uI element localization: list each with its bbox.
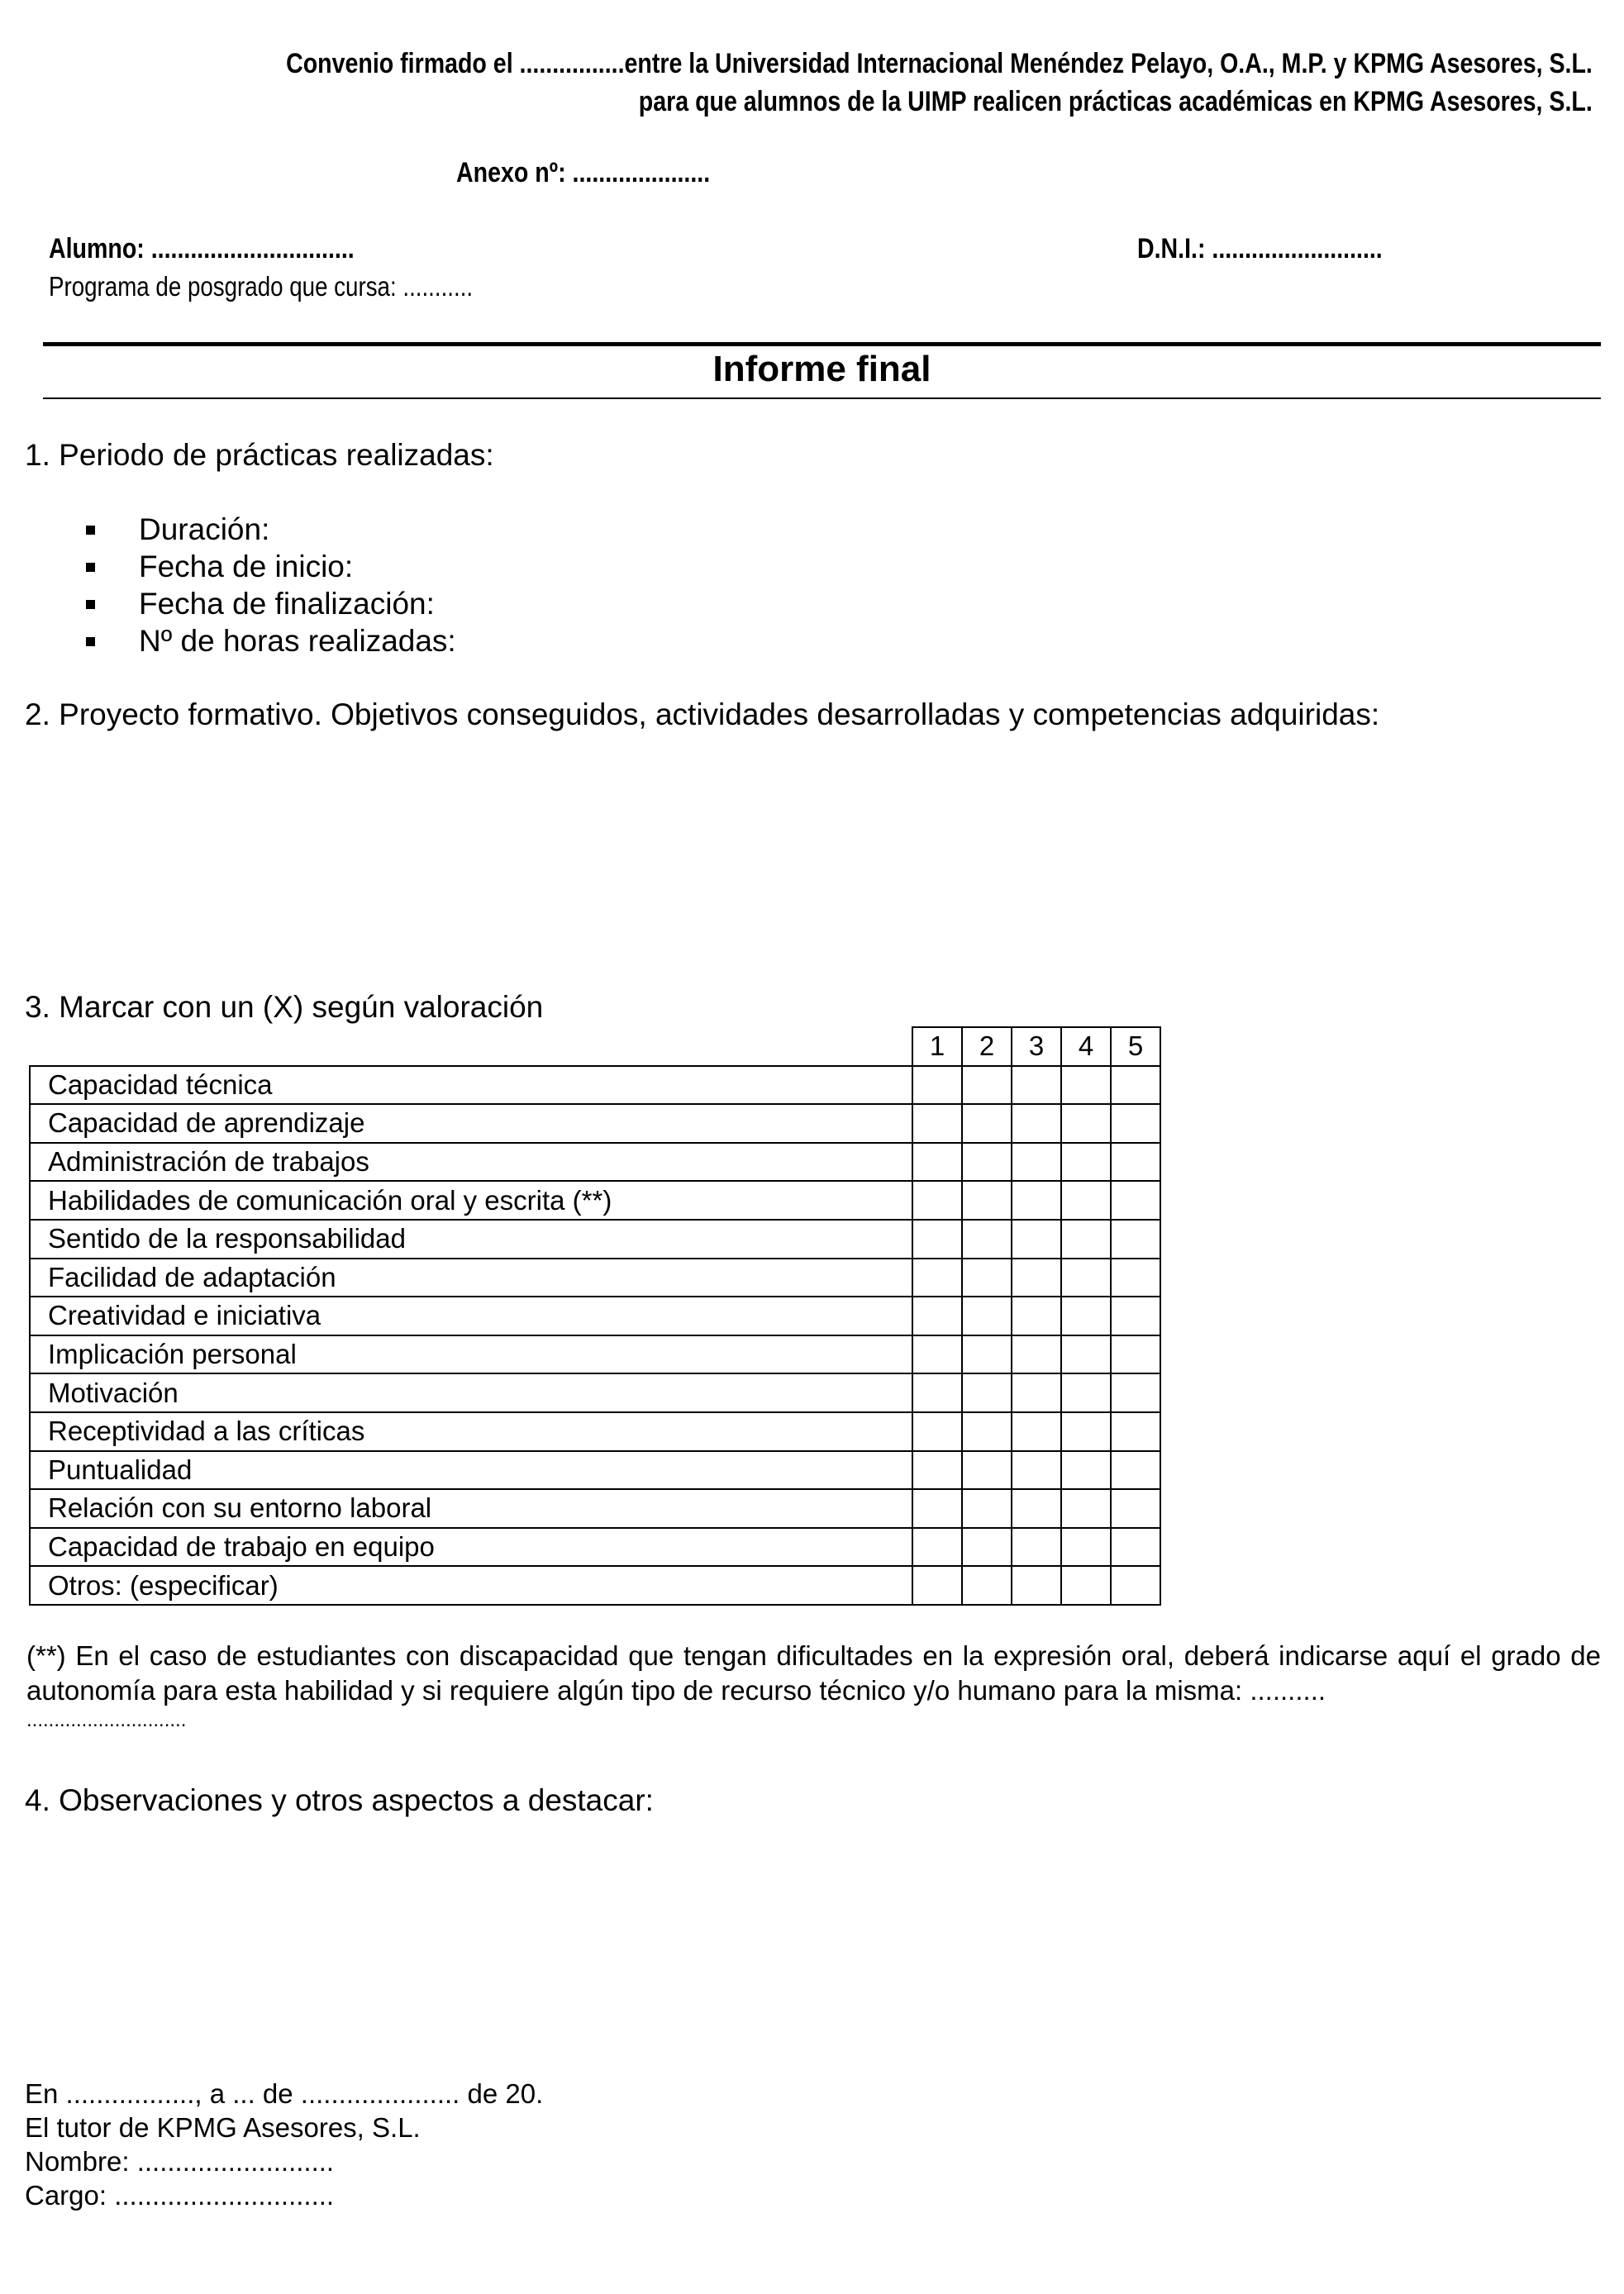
score-cell-3[interactable] [1012,1412,1061,1451]
score-cell-5[interactable] [1111,1451,1160,1490]
score-cell-3[interactable] [1012,1566,1061,1605]
table-row [30,1066,1160,1105]
table-row [30,1489,1160,1528]
score-cell-1[interactable] [912,1373,962,1412]
score-cell-1[interactable] [912,1335,962,1374]
tutor-name-line: Nombre: .......................... [25,2146,335,2177]
criterion-label: Sentido de la responsabilidad [30,1220,912,1259]
table-row [30,1528,1160,1567]
score-cell-4[interactable] [1061,1528,1111,1567]
table-row [30,1335,1160,1374]
score-cell-1[interactable] [912,1451,962,1490]
section-4-heading: 4. Observaciones y otros aspectos a destacar: [25,1783,654,1817]
score-cell-2[interactable] [962,1220,1012,1259]
score-cell-5[interactable] [1111,1297,1160,1335]
score-cell-1[interactable] [912,1412,962,1451]
score-cell-3[interactable] [1012,1489,1061,1528]
score-cell-5[interactable] [1111,1566,1160,1605]
score-cell-4[interactable] [1061,1259,1111,1297]
score-cell-2[interactable] [962,1181,1012,1220]
score-cell-3[interactable] [1012,1259,1061,1297]
table-row [30,1143,1160,1182]
criterion-label: Puntualidad [30,1451,912,1490]
score-cell-1[interactable] [912,1566,962,1605]
criterion-label: Administración de trabajos [30,1143,912,1182]
score-cell-5[interactable] [1111,1489,1160,1528]
score-cell-5[interactable] [1111,1104,1160,1143]
score-cell-1[interactable] [912,1259,962,1297]
score-cell-5[interactable] [1111,1143,1160,1182]
table-row [30,1566,1160,1605]
table-row [30,1104,1160,1143]
score-cell-1[interactable] [912,1489,962,1528]
bullet-square-icon [86,563,95,572]
internship-period-list [83,511,456,659]
title-top-rule [43,342,1601,346]
score-cell-2[interactable] [962,1104,1012,1143]
score-cell-4[interactable] [1061,1373,1111,1412]
list-item: Fecha de finalización: [83,585,456,622]
score-cell-3[interactable] [1012,1066,1061,1105]
program-field: Programa de posgrado que cursa: ........... [49,271,474,302]
score-cell-2[interactable] [962,1373,1012,1412]
tutor-position-line: Cargo: ............................. [25,2180,335,2211]
score-cell-4[interactable] [1061,1181,1111,1220]
score-cell-5[interactable] [1111,1528,1160,1567]
score-cell-2[interactable] [962,1451,1012,1490]
list-item: Fecha de inicio: [83,548,456,585]
score-cell-1[interactable] [912,1181,962,1220]
score-cell-3[interactable] [1012,1181,1061,1220]
scale-5: 5 [1111,1027,1160,1066]
criterion-label: Implicación personal [30,1335,912,1374]
scale-3: 3 [1012,1027,1061,1066]
score-cell-4[interactable] [1061,1335,1111,1374]
agreement-line-1: Convenio firmado el ................entre la Universidad Internacional Menéndez Pelayo, O.A., M.P. y KPMG Asesores, S.L. [286,48,1593,79]
score-cell-3[interactable] [1012,1451,1061,1490]
criterion-label: Receptividad a las críticas [30,1412,912,1451]
score-cell-1[interactable] [912,1220,962,1259]
dni-field: D.N.I.: .......................... [1137,233,1383,264]
criterion-label: Capacidad de trabajo en equipo [30,1528,912,1567]
score-cell-2[interactable] [962,1528,1012,1567]
criterion-label: Capacidad de aprendizaje [30,1104,912,1143]
score-cell-5[interactable] [1111,1181,1160,1220]
score-cell-1[interactable] [912,1066,962,1105]
score-cell-4[interactable] [1061,1451,1111,1490]
score-cell-5[interactable] [1111,1373,1160,1412]
score-cell-1[interactable] [912,1104,962,1143]
scale-4: 4 [1061,1027,1111,1066]
criterion-label: Capacidad técnica [30,1066,912,1105]
score-cell-3[interactable] [1012,1335,1061,1374]
disability-note: (**) En el caso de estudiantes con discapacidad que tengan dificultades en la expresión oral, deberá indicarse aquí el grado de autonomía para esta habilidad y si requiere algún tipo de recurso técnico y/o humano para la misma: .......... ............................. [26,1640,1601,1731]
criterion-label: Otros: (especificar) [30,1566,912,1605]
agreement-line-2: para que alumnos de la UIMP realicen prácticas académicas en KPMG Asesores, S.L. [639,86,1593,117]
score-cell-4[interactable] [1061,1104,1111,1143]
criterion-label: Habilidades de comunicación oral y escrita (**) [30,1181,912,1220]
rating-table [29,1026,1161,1606]
score-cell-2[interactable] [962,1489,1012,1528]
table-row [30,1181,1160,1220]
score-cell-1[interactable] [912,1528,962,1567]
title-bottom-rule [43,397,1601,399]
section-1-heading: 1. Periodo de prácticas realizadas: [25,438,494,472]
score-cell-4[interactable] [1061,1489,1111,1528]
score-cell-4[interactable] [1061,1412,1111,1451]
annex-number: Anexo nº: ..................... [456,157,711,188]
score-cell-1[interactable] [912,1297,962,1335]
list-item: Nº de horas realizadas: [83,622,456,659]
bullet-square-icon [86,526,95,535]
rating-scale-header [30,1027,1160,1066]
table-row [30,1451,1160,1490]
score-cell-2[interactable] [962,1412,1012,1451]
criterion-label: Motivación [30,1373,912,1412]
score-cell-5[interactable] [1111,1259,1160,1297]
scale-1: 1 [912,1027,962,1066]
score-cell-4[interactable] [1061,1297,1111,1335]
score-cell-5[interactable] [1111,1220,1160,1259]
score-cell-5[interactable] [1111,1335,1160,1374]
score-cell-2[interactable] [962,1066,1012,1105]
score-cell-4[interactable] [1061,1066,1111,1105]
place-date-line: En ................., a ... de ..................... de 20. [25,2078,544,2109]
score-cell-2[interactable] [962,1297,1012,1335]
table-row [30,1297,1160,1335]
criterion-label: Facilidad de adaptación [30,1259,912,1297]
score-cell-4[interactable] [1061,1566,1111,1605]
student-field: Alumno: ............................... [49,233,355,264]
section-3-heading: 3. Marcar con un (X) según valoración [25,990,544,1024]
table-row [30,1373,1160,1412]
score-cell-2[interactable] [962,1566,1012,1605]
score-cell-1[interactable] [912,1143,962,1182]
score-cell-3[interactable] [1012,1220,1061,1259]
list-item: Duración: [83,511,456,548]
criterion-label: Creatividad e iniciativa [30,1297,912,1335]
score-cell-2[interactable] [962,1335,1012,1374]
table-row [30,1412,1160,1451]
bullet-square-icon [86,600,95,609]
score-cell-4[interactable] [1061,1143,1111,1182]
table-row [30,1220,1160,1259]
score-cell-3[interactable] [1012,1143,1061,1182]
page-title: Informe final [712,349,931,389]
scale-2: 2 [962,1027,1012,1066]
table-row [30,1259,1160,1297]
score-cell-2[interactable] [962,1259,1012,1297]
score-cell-4[interactable] [1061,1220,1111,1259]
score-cell-3[interactable] [1012,1297,1061,1335]
score-cell-3[interactable] [1012,1373,1061,1412]
score-cell-3[interactable] [1012,1104,1061,1143]
score-cell-2[interactable] [962,1143,1012,1182]
score-cell-5[interactable] [1111,1412,1160,1451]
section-2-heading: 2. Proyecto formativo. Objetivos conseguidos, actividades desarrolladas y competencias adquiridas: [25,697,1380,731]
score-cell-3[interactable] [1012,1528,1061,1567]
bullet-square-icon [86,637,95,646]
criterion-label: Relación con su entorno laboral [30,1489,912,1528]
tutor-line: El tutor de KPMG Asesores, S.L. [25,2112,421,2143]
score-cell-5[interactable] [1111,1066,1160,1105]
